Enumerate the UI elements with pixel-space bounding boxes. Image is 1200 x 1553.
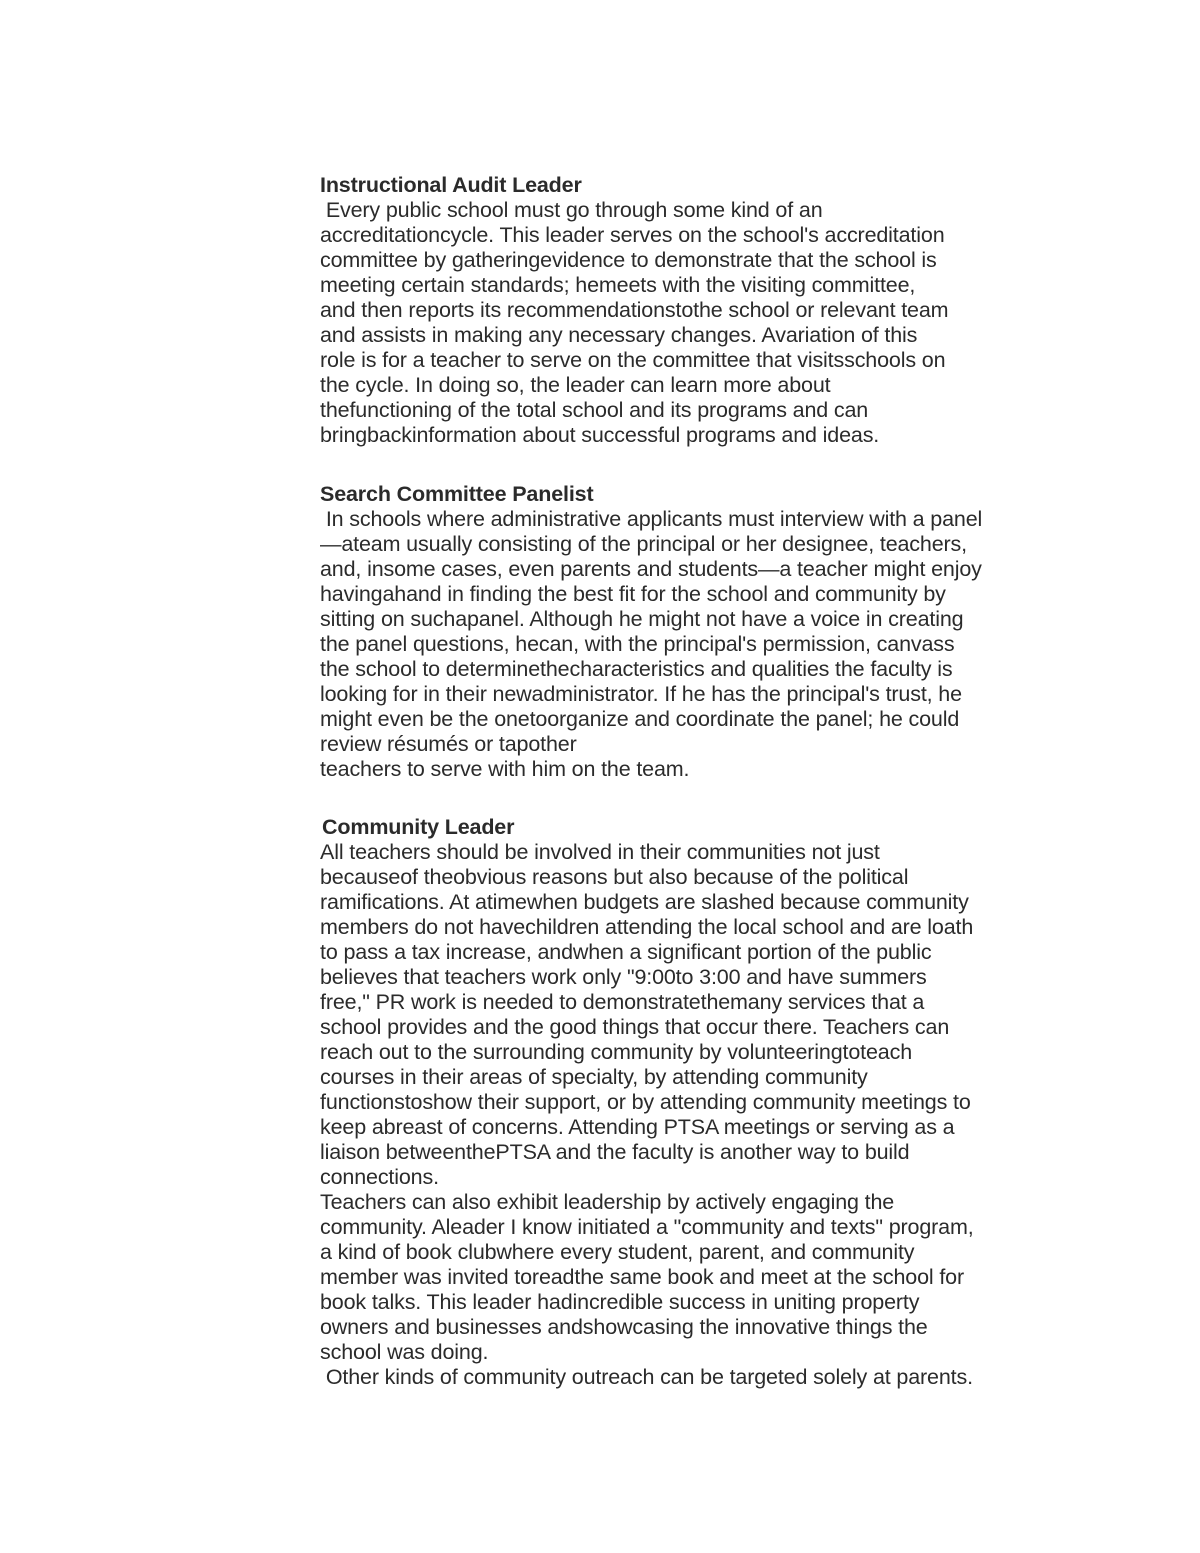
- paragraph-line: connections.: [320, 1165, 439, 1189]
- paragraph-line: the cycle. In doing so, the leader can learn more about: [320, 373, 831, 397]
- paragraph-line: to pass a tax increase, andwhen a significant portion of the public: [320, 940, 932, 964]
- paragraph-line: liaison betweenthePTSA and the faculty is another way to build: [320, 1140, 910, 1164]
- paragraph-line: school provides and the good things that occur there. Teachers can: [320, 1015, 950, 1039]
- paragraph-line: review résumés or tapother: [320, 732, 577, 756]
- paragraph-line: Every public school must go through some kind of an: [320, 198, 823, 222]
- paragraph-line: meeting certain standards; hemeets with the visiting committee,: [320, 273, 916, 297]
- section-heading: Search Committee Panelist: [320, 482, 594, 506]
- paragraph-line: teachers to serve with him on the team.: [320, 757, 690, 781]
- paragraph-line: thefunctioning of the total school and its programs and can: [320, 398, 869, 422]
- paragraph-line: member was invited toreadthe same book and meet at the school for: [320, 1265, 964, 1289]
- paragraph-line: bringbackinformation about successful programs and ideas.: [320, 423, 880, 447]
- paragraph-line: All teachers should be involved in their communities not just: [320, 840, 880, 864]
- section-community-leader: [320, 815, 1080, 1390]
- paragraph-line: community. Aleader I know initiated a "community and texts" program,: [320, 1215, 974, 1239]
- paragraph-line: might even be the onetoorganize and coordinate the panel; he could: [320, 707, 960, 731]
- paragraph-line: free," PR work is needed to demonstratethemany services that a: [320, 990, 925, 1014]
- paragraph-line: and, insome cases, even parents and students—a teacher might enjoy: [320, 557, 982, 581]
- paragraph-line: the school to determinethecharacteristics and qualities the faculty is: [320, 657, 953, 681]
- paragraph-line: sitting on suchapanel. Although he might not have a voice in creating: [320, 607, 964, 631]
- paragraph-line: accreditationcycle. This leader serves on the school's accreditation: [320, 223, 945, 247]
- paragraph-line: and assists in making any necessary changes. Avariation of this: [320, 323, 918, 347]
- paragraph-line: havingahand in finding the best fit for the school and community by: [320, 582, 946, 606]
- paragraph-line: Other kinds of community outreach can be targeted solely at parents.: [320, 1365, 973, 1389]
- section-heading: Community Leader: [322, 815, 515, 839]
- paragraph-line: In schools where administrative applicants must interview with a panel: [320, 507, 983, 531]
- paragraph-line: keep abreast of concerns. Attending PTSA meetings or serving as a: [320, 1115, 955, 1139]
- paragraph-line: book talks. This leader hadincredible success in uniting property: [320, 1290, 920, 1314]
- paragraph-line: believes that teachers work only "9:00to 3:00 and have summers: [320, 965, 927, 989]
- paragraph-line: the panel questions, hecan, with the principal's permission, canvass: [320, 632, 955, 656]
- paragraph-line: owners and businesses andshowcasing the innovative things the: [320, 1315, 928, 1339]
- section-instructional-audit-leader: [320, 173, 1080, 448]
- section-heading: Instructional Audit Leader: [320, 173, 582, 197]
- paragraph-line: functionstoshow their support, or by attending community meetings to: [320, 1090, 971, 1114]
- paragraph-line: members do not havechildren attending the local school and are loath: [320, 915, 974, 939]
- paragraph-line: reach out to the surrounding community by volunteeringtoteach: [320, 1040, 913, 1064]
- paragraph-line: becauseof theobvious reasons but also because of the political: [320, 865, 909, 889]
- paragraph-line: courses in their areas of specialty, by attending community: [320, 1065, 868, 1089]
- paragraph-line: role is for a teacher to serve on the committee that visitsschools on: [320, 348, 946, 372]
- paragraph-line: Teachers can also exhibit leadership by actively engaging the: [320, 1190, 895, 1214]
- paragraph-line: a kind of book clubwhere every student, parent, and community: [320, 1240, 915, 1264]
- section-search-committee-panelist: [320, 482, 1080, 782]
- paragraph-line: and then reports its recommendationstothe school or relevant team: [320, 298, 949, 322]
- paragraph-line: —ateam usually consisting of the principal or her designee, teachers,: [320, 532, 967, 556]
- paragraph-line: ramifications. At atimewhen budgets are slashed because community: [320, 890, 969, 914]
- paragraph-line: committee by gatheringevidence to demonstrate that the school is: [320, 248, 937, 272]
- paragraph-line: school was doing.: [320, 1340, 489, 1364]
- paragraph-line: looking for in their newadministrator. If he has the principal's trust, he: [320, 682, 962, 706]
